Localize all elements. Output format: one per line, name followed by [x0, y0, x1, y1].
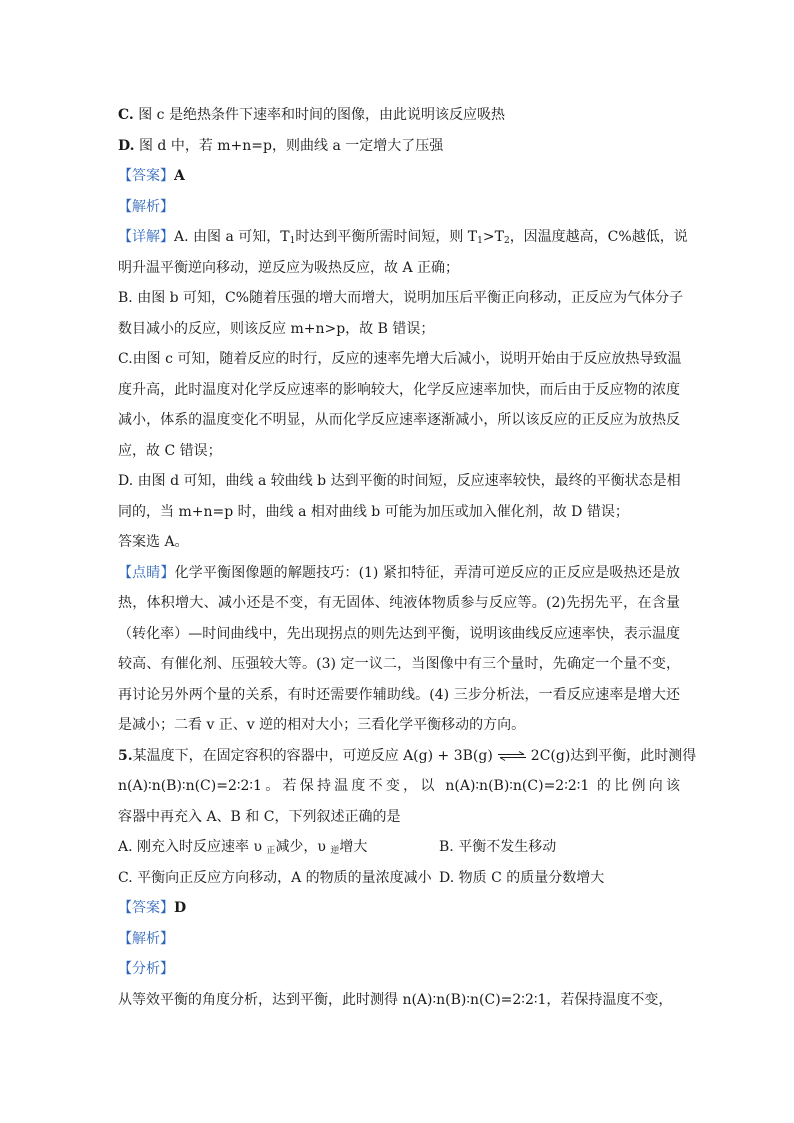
tips-line-5: 再讨论另外两个量的关系，有时还需要作辅助线。(4) 三步分析法，一看反应速率是增大还	[118, 686, 680, 703]
detail-a-text-3: >T	[482, 229, 504, 245]
subscript-1b: 1	[477, 236, 483, 246]
detail-tag: 【详解】	[118, 229, 174, 245]
tips-tag: 【点睛】	[118, 564, 175, 581]
question-5-line-3: 容器中再充入 A、B 和 C，下列叙述正确的是	[118, 808, 401, 825]
option-b: B. 平衡不发生移动	[439, 839, 557, 855]
fenxi-heading	[118, 954, 680, 985]
detail-line-7: 减小，体系的温度变化不明显，从而化学反应速率逐渐减小，所以该反应的正反应为放热反	[118, 412, 680, 428]
analysis-heading	[118, 192, 680, 223]
tips-line-4: 较高、有催化剂、压强较大等。(3) 定一议二，当图像中有三个量时，先确定一个量不变，	[118, 656, 680, 672]
answer-value-2: D	[174, 900, 187, 916]
detail-a-text-2: 时达到平衡所需时间短，则 T	[295, 229, 478, 245]
answer-tag: 【答案】	[118, 168, 174, 184]
options-row-2	[118, 863, 680, 894]
fenxi-tag: 【分析】	[118, 961, 174, 977]
answer-tag-2: 【答案】	[118, 900, 174, 916]
tips-line-2: 热，体积增大、减小还是不变，有无固体、纯液体物质参与反应等。(2)先拐先平，在含量	[118, 595, 680, 611]
tips-line-1	[118, 558, 680, 589]
detail-line-5: C.由图 c 可知，随着反应的时行，反应的速率先增大后减小，说明开始由于反应放热导致温	[118, 351, 682, 367]
option-c2: C. 平衡向正反应方向移动，A 的物质的量浓度减小	[118, 869, 432, 886]
detail-a-text-4: ，因温度越高，C%越低，说	[509, 229, 688, 245]
analysis-heading-2	[118, 924, 680, 955]
tips-text-1: 化学平衡图像题的解题技巧：(1) 紧扣特征，弄清可逆反应的正反应是吸热还是放	[174, 564, 681, 581]
detail-line-4: 数目减小的反应，则该反应 m+n>p，故 B 错误；	[118, 320, 435, 337]
last-line: 从等效平衡的角度分析，达到平衡，此时测得 n(A)∶n(B)∶n(C)=2∶2∶1，若保持温度不变，	[118, 991, 673, 1008]
answer-value: A	[174, 168, 185, 184]
question-5-text-1: 某温度下，在固定容积的容器中，可逆反应 A(g) + 3B(g)	[132, 747, 493, 764]
option-a-text-1: A. 刚充入时反应速率 υ	[118, 839, 267, 855]
question-5-text-2: 2C(g)达到平衡，此时测得	[530, 747, 697, 764]
subscript-2: 2	[503, 236, 510, 246]
tips-line-3: （转化率）—时间曲线中，先出现拐点的则先达到平衡，说明该曲线反应速率快，表示温度	[118, 625, 680, 642]
question-5-line-1	[118, 741, 697, 772]
option-c-line	[118, 100, 680, 131]
answer-line	[118, 161, 680, 192]
option-a-sub-forward: 正	[266, 846, 276, 856]
detail-line-8: 应，故 C 错误；	[118, 442, 222, 459]
option-a-text-2: 减少，υ	[275, 839, 331, 855]
answer-line-2	[118, 893, 680, 924]
detail-line-9: D. 由图 d 可知，曲线 a 较曲线 b 达到平衡的时间短，反应速率较快，最终的平衡状态是相	[118, 473, 681, 489]
answer-choice-line: 答案选 A。	[118, 534, 189, 550]
option-a	[118, 832, 439, 863]
tips-line-6: 是减小；二看 v 正、v 逆的相对大小；三看化学平衡移动的方向。	[118, 717, 526, 733]
option-a-sub-reverse: 逆	[330, 846, 340, 856]
detail-line-3: B. 由图 b 可知，C%随着压强的增大而增大，说明加压后平衡正向移动，正反应为气体分子	[118, 290, 684, 306]
analysis-tag-2: 【解析】	[118, 930, 174, 947]
subscript-1: 1	[289, 236, 296, 246]
document-page	[118, 100, 697, 1015]
detail-line-10: 同的，当 m+n=p 时，曲线 a 相对曲线 b 可能为加压或加入催化剂，故 D 错误；	[118, 503, 629, 520]
option-d-text: 图 d 中，若 m+n=p，则曲线 a 一定增大了压强	[134, 137, 444, 154]
option-d-line	[118, 131, 680, 162]
question-number: 5.	[118, 747, 133, 764]
option-a-text-3: 增大	[339, 839, 368, 855]
analysis-tag: 【解析】	[118, 198, 174, 215]
option-c-text: 图 c 是绝热条件下速率和时间的图像，由此说明该反应吸热	[133, 107, 505, 123]
detail-a-text-1: A. 由图 a 可知，T	[174, 229, 290, 245]
detail-line-1	[118, 222, 688, 253]
option-c-label: C.	[118, 107, 134, 123]
option-d2: D. 物质 C 的质量分数增大	[439, 869, 605, 886]
options-row-1	[118, 832, 680, 863]
detail-line-6: 度升高，此时温度对化学反应速率的影响较大，化学反应速率加快，而后由于反应物的浓度	[118, 381, 680, 398]
equilibrium-arrow-icon	[497, 751, 527, 761]
option-d-label: D.	[118, 137, 135, 154]
question-5-line-2: n(A)∶n(B)∶n(C)=2∶2∶1。若保持温度不变，以 n(A)∶n(B)∶n(C)=2∶2∶1 的比例向该	[118, 778, 680, 794]
detail-line-2: 明升温平衡逆向移动，逆反应为吸热反应，故 A 正确；	[118, 259, 460, 276]
